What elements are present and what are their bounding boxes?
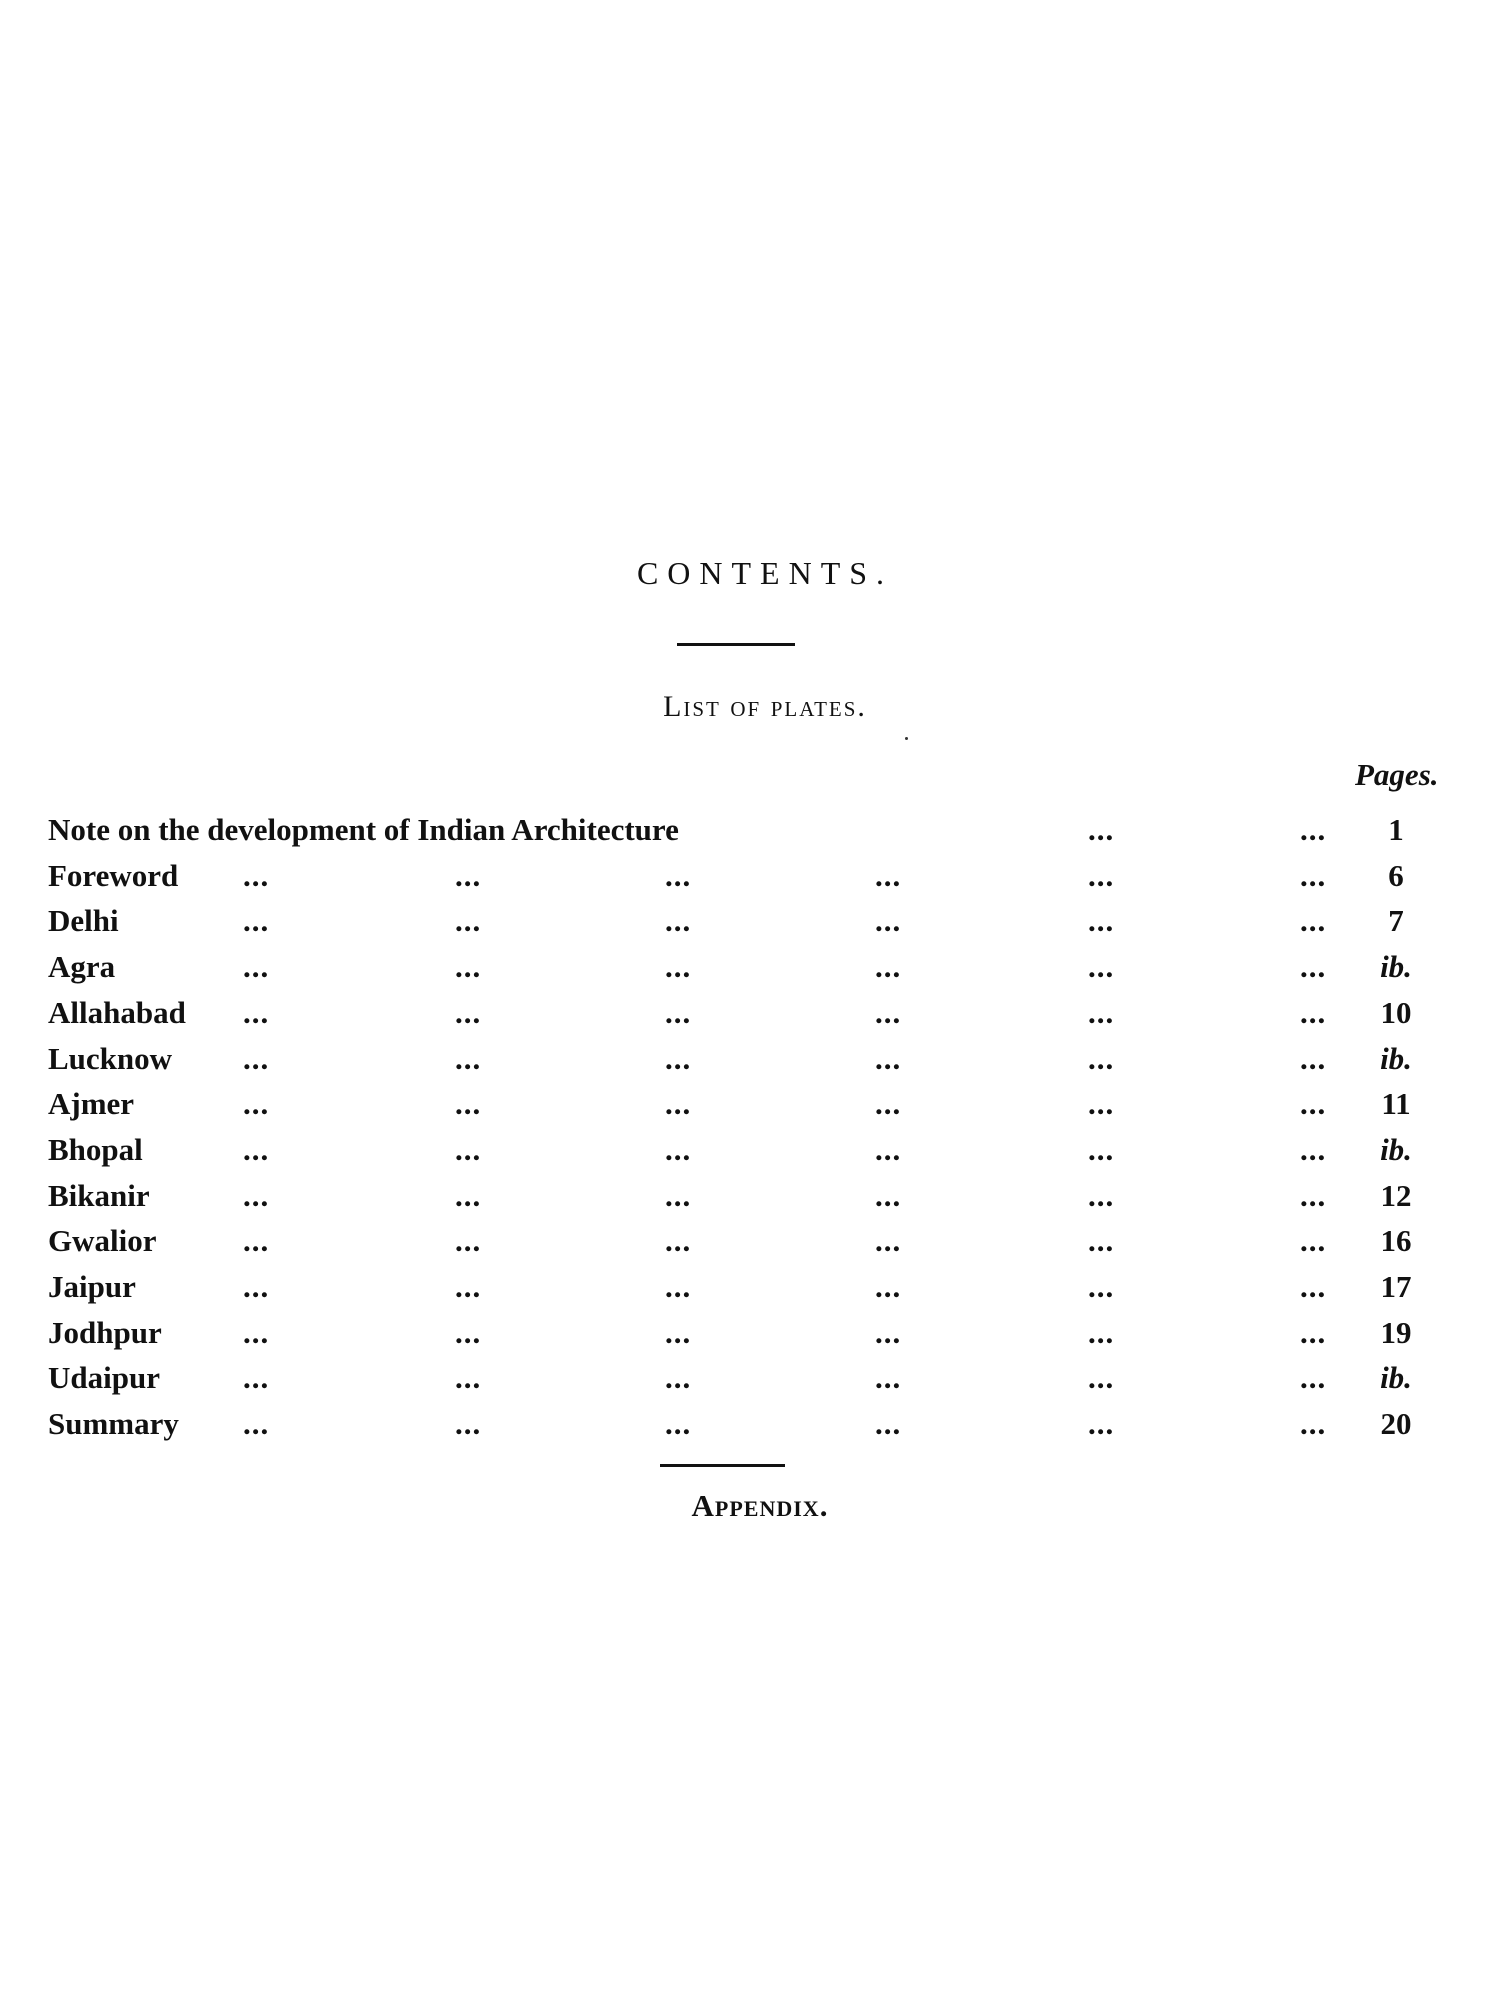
toc-entry-page: 20 — [1380, 1406, 1412, 1442]
leader-dots: ... — [875, 857, 902, 893]
toc-entry-page: 6 — [1388, 857, 1404, 893]
leader-dots: ... — [875, 1040, 902, 1076]
leader-dots: ... — [665, 1131, 692, 1167]
leader-dots: ... — [665, 903, 692, 939]
leader-dots: ... — [243, 1314, 270, 1350]
toc-entry-page: ib. — [1380, 1131, 1412, 1167]
toc-entry — [0, 1315, 1500, 1361]
leader-dots: ... — [455, 857, 482, 893]
leader-dots: ... — [1300, 1040, 1327, 1076]
leader-dots: ... — [1088, 857, 1115, 893]
toc-entry — [0, 1086, 1500, 1132]
leader-dots: ... — [875, 1360, 902, 1396]
leader-dots: ... — [1300, 1269, 1327, 1304]
leader-dots: ... — [665, 1406, 692, 1442]
leader-dots: ... — [1300, 1314, 1327, 1350]
leader-dots: ... — [665, 1360, 692, 1396]
toc-entry — [0, 1406, 1500, 1452]
toc-entry — [0, 903, 1500, 949]
leader-dots: ... — [665, 1177, 692, 1213]
toc-entry-label: Bhopal — [48, 1131, 143, 1167]
leader-dots: ... — [1088, 1177, 1115, 1213]
leader-dots: ... — [875, 1269, 902, 1304]
leader-dots: ... — [1300, 994, 1327, 1030]
leader-dots: ... — [1088, 1131, 1115, 1167]
toc-entry — [0, 1223, 1500, 1269]
leader-dots: ... — [875, 1086, 902, 1122]
toc-entry — [0, 949, 1500, 995]
leader-dots: ... — [455, 1223, 482, 1259]
toc-entry — [0, 1269, 1500, 1315]
leader-dots: ... — [455, 1314, 482, 1350]
leader-dots: ... — [455, 1086, 482, 1122]
leader-dots: ... — [1088, 1269, 1115, 1304]
leader-dots: ... — [243, 1360, 270, 1396]
leader-dots: ... — [243, 994, 270, 1030]
leader-dots: ... — [243, 1406, 270, 1442]
leader-dots: ... — [243, 1086, 270, 1122]
leader-dots: ... — [1300, 949, 1327, 985]
leader-dots: ... — [1300, 1406, 1327, 1442]
toc-entry-label: Bikanir — [48, 1177, 150, 1213]
leader-dots: ... — [1088, 903, 1115, 939]
toc-entry — [0, 1360, 1500, 1406]
toc-entry-label: Jaipur — [48, 1269, 136, 1304]
toc-entry-page: 1 — [1388, 812, 1404, 847]
leader-dots: ... — [243, 949, 270, 985]
leader-dots: ... — [1088, 1360, 1115, 1396]
leader-dots: ... — [455, 1131, 482, 1167]
leader-dots: ... — [875, 994, 902, 1030]
leader-dots: ... — [243, 1131, 270, 1167]
leader-dots: ... — [1088, 1406, 1115, 1442]
leader-dots: ... — [875, 1314, 902, 1350]
toc-entry-page: ib. — [1380, 1040, 1412, 1076]
leader-dots: ... — [665, 1040, 692, 1076]
leader-dots: ... — [1088, 994, 1115, 1030]
leader-dots: ... — [455, 1269, 482, 1304]
contents-heading: CONTENTS. — [636, 555, 894, 591]
toc-entry-page: 11 — [1381, 1086, 1411, 1122]
leader-dots: ... — [1300, 1223, 1327, 1259]
leader-dots: ... — [1088, 1314, 1115, 1350]
leader-dots: ... — [875, 949, 902, 985]
leader-dots: ... — [1300, 1131, 1327, 1167]
toc-entry-label: Foreword — [48, 857, 179, 893]
leader-dots: ... — [1088, 812, 1115, 847]
leader-dots: ... — [665, 1314, 692, 1350]
leader-dots: ... — [875, 1223, 902, 1259]
toc-entry — [0, 995, 1500, 1041]
appendix-heading: Appendix. — [691, 1488, 829, 1523]
leader-dots: ... — [1300, 903, 1327, 939]
leader-dots: ... — [665, 857, 692, 893]
print-speck — [905, 737, 908, 740]
leader-dots: ... — [243, 1040, 270, 1076]
toc-entry — [0, 858, 1500, 904]
toc-entry-page: 16 — [1380, 1223, 1412, 1259]
leader-dots: ... — [1300, 1086, 1327, 1122]
toc-entry — [0, 812, 1500, 858]
toc-entry-label: Note on the development of Indian Architecture — [48, 812, 679, 847]
leader-dots: ... — [455, 1406, 482, 1442]
leader-dots: ... — [875, 903, 902, 939]
leader-dots: ... — [1088, 1223, 1115, 1259]
list-of-plates-heading: List of plates. — [663, 690, 867, 723]
toc-entry-page: 10 — [1380, 994, 1412, 1030]
leader-dots: ... — [1088, 1086, 1115, 1122]
toc-entry-label: Jodhpur — [48, 1314, 162, 1350]
leader-dots: ... — [1300, 812, 1327, 847]
leader-dots: ... — [455, 994, 482, 1030]
leader-dots: ... — [455, 1360, 482, 1396]
leader-dots: ... — [665, 994, 692, 1030]
toc-entry-label: Udaipur — [48, 1360, 160, 1396]
leader-dots: ... — [875, 1406, 902, 1442]
leader-dots: ... — [1088, 949, 1115, 985]
leader-dots: ... — [243, 1177, 270, 1213]
leader-dots: ... — [455, 1177, 482, 1213]
appendix-rule — [660, 1464, 785, 1467]
pages-column-header: Pages. — [1355, 757, 1439, 792]
toc-entry-page: ib. — [1380, 1360, 1412, 1396]
toc-entry — [0, 1132, 1500, 1178]
leader-dots: ... — [665, 1269, 692, 1304]
toc-entry — [0, 1178, 1500, 1224]
leader-dots: ... — [665, 949, 692, 985]
leader-dots: ... — [665, 1223, 692, 1259]
toc-entry-page: 7 — [1388, 903, 1404, 939]
toc-entry-page: 17 — [1380, 1269, 1412, 1304]
toc-entry-page: 19 — [1380, 1314, 1412, 1350]
toc-entry-label: Delhi — [48, 903, 119, 939]
toc-entry-label: Lucknow — [48, 1040, 173, 1076]
toc-entry-label: Allahabad — [48, 994, 186, 1030]
leader-dots: ... — [243, 857, 270, 893]
toc-entry-page: 12 — [1380, 1177, 1412, 1213]
leader-dots: ... — [243, 903, 270, 939]
toc-entry-label: Agra — [48, 949, 116, 985]
leader-dots: ... — [1300, 857, 1327, 893]
toc-entry-page: ib. — [1380, 949, 1412, 985]
leader-dots: ... — [1300, 1177, 1327, 1213]
toc-entry-label: Ajmer — [48, 1086, 135, 1122]
leader-dots: ... — [243, 1269, 270, 1304]
leader-dots: ... — [455, 903, 482, 939]
leader-dots: ... — [875, 1131, 902, 1167]
leader-dots: ... — [243, 1223, 270, 1259]
toc-entry-label: Gwalior — [48, 1223, 157, 1259]
toc-entry — [0, 1041, 1500, 1087]
leader-dots: ... — [1088, 1040, 1115, 1076]
leader-dots: ... — [875, 1177, 902, 1213]
leader-dots: ... — [1300, 1360, 1327, 1396]
toc-entry-label: Summary — [48, 1406, 179, 1442]
leader-dots: ... — [665, 1086, 692, 1122]
heading-rule — [677, 643, 795, 646]
leader-dots: ... — [455, 1040, 482, 1076]
leader-dots: ... — [455, 949, 482, 985]
